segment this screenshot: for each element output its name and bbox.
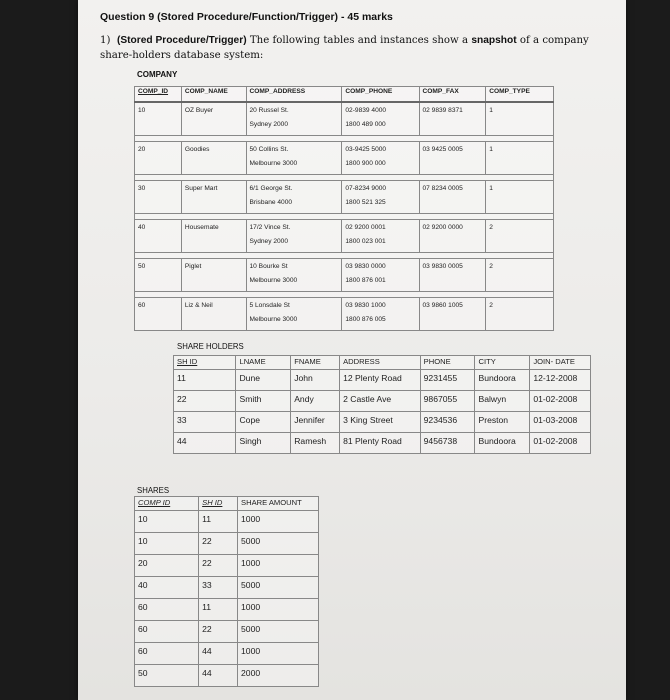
phone-line-1: 03 9830 1000 bbox=[345, 302, 386, 309]
table-row bbox=[135, 220, 554, 253]
cell-city: Bundoora bbox=[475, 370, 530, 391]
cell-phone: 9234536 bbox=[420, 412, 475, 433]
cell-comp-name: Housemate bbox=[181, 220, 246, 253]
cell-share-amount: 1000 bbox=[238, 643, 319, 665]
cell-comp-id: 30 bbox=[135, 181, 182, 214]
address-line-2: Melbourne 3000 bbox=[249, 277, 298, 284]
cell-comp-type: 2 bbox=[486, 220, 554, 253]
holders-header-row bbox=[174, 356, 591, 370]
shares-table bbox=[134, 496, 319, 687]
address-line-1: 6/1 George St. bbox=[249, 185, 293, 192]
phone-line-1: 07-8234 9000 bbox=[345, 185, 387, 192]
cell-city: Balwyn bbox=[475, 391, 530, 412]
cell-fname: John bbox=[291, 370, 340, 391]
phone-line-2: 1800 876 005 bbox=[345, 316, 386, 323]
address-line-2: Melbourne 3000 bbox=[249, 160, 298, 167]
cell-comp-id: 50 bbox=[135, 259, 182, 292]
cell-address: 2 Castle Ave bbox=[340, 391, 421, 412]
address-line-2: Brisbane 4000 bbox=[249, 199, 293, 206]
table-row bbox=[174, 433, 591, 454]
cell-comp-id: 40 bbox=[135, 577, 199, 599]
cell-comp-id: 20 bbox=[135, 142, 182, 175]
cell-phone: 9456738 bbox=[420, 433, 475, 454]
cell-sh-id: 11 bbox=[199, 599, 238, 621]
cell-lname: Dune bbox=[236, 370, 291, 391]
company-table bbox=[134, 86, 554, 331]
cell-share-amount: 1000 bbox=[238, 599, 319, 621]
col-lname: LNAME bbox=[236, 356, 291, 370]
cell-comp-address bbox=[246, 259, 342, 292]
col-comp-fax: COMP_FAX bbox=[419, 87, 486, 103]
cell-sh-id: 44 bbox=[199, 643, 238, 665]
table-row bbox=[135, 181, 554, 214]
table-row bbox=[135, 533, 319, 555]
cell-comp-phone bbox=[342, 102, 419, 136]
address-line-1: 50 Collins St. bbox=[249, 146, 289, 153]
company-header-row bbox=[135, 87, 554, 103]
part-label: (Stored Procedure/Trigger) bbox=[116, 35, 247, 46]
cell-comp-type: 2 bbox=[486, 259, 554, 292]
cell-join-date: 12-12-2008 bbox=[530, 370, 591, 391]
cell-comp-id: 50 bbox=[135, 665, 199, 687]
table-row bbox=[135, 298, 554, 331]
cell-share-amount: 5000 bbox=[238, 533, 319, 555]
cell-comp-id: 60 bbox=[135, 298, 182, 331]
part-text-2: of a company share-holders database system: bbox=[100, 35, 589, 61]
phone-line-2: 1800 876 001 bbox=[345, 277, 386, 284]
cell-comp-type: 1 bbox=[486, 181, 554, 214]
cell-share-amount: 2000 bbox=[238, 665, 319, 687]
cell-sh-id: 44 bbox=[174, 433, 236, 454]
cell-comp-type: 1 bbox=[486, 142, 554, 175]
cell-fname: Jennifer bbox=[291, 412, 340, 433]
cell-phone: 9867055 bbox=[420, 391, 475, 412]
cell-join-date: 01-02-2008 bbox=[530, 433, 591, 454]
cell-lname: Cope bbox=[236, 412, 291, 433]
table-row bbox=[135, 142, 554, 175]
address-line-1: 17/2 Vince St. bbox=[249, 224, 291, 231]
col-comp-address: COMP_ADDRESS bbox=[246, 87, 342, 103]
part-bold: snapshot bbox=[471, 35, 517, 46]
cell-city: Bundoora bbox=[475, 433, 530, 454]
col-comp-id: COMP_ID bbox=[135, 87, 182, 103]
shares-header-row bbox=[135, 497, 319, 511]
cell-comp-fax: 03 9830 0005 bbox=[419, 259, 486, 292]
cell-fname: Andy bbox=[291, 391, 340, 412]
col-join-date: JOIN- DATE bbox=[530, 356, 591, 370]
cell-comp-id: 60 bbox=[135, 643, 199, 665]
shares-caption: SHARES bbox=[137, 486, 170, 495]
cell-comp-fax: 07 8234 0005 bbox=[419, 181, 486, 214]
cell-comp-id: 10 bbox=[135, 511, 199, 533]
phone-line-2: 1800 489 000 bbox=[345, 121, 386, 128]
phone-line-1: 02 9200 0001 bbox=[345, 224, 386, 231]
cell-address: 3 King Street bbox=[340, 412, 421, 433]
cell-comp-id: 10 bbox=[135, 102, 182, 136]
cell-share-amount: 5000 bbox=[238, 577, 319, 599]
cell-comp-fax: 03 9860 1005 bbox=[419, 298, 486, 331]
table-row bbox=[135, 643, 319, 665]
address-line-1: 5 Lonsdale St bbox=[249, 302, 290, 309]
cell-share-amount: 5000 bbox=[238, 621, 319, 643]
col-comp-id: COMP ID bbox=[135, 497, 199, 511]
address-line-1: 20 Russel St. bbox=[249, 107, 289, 114]
cell-join-date: 01-02-2008 bbox=[530, 391, 591, 412]
cell-sh-id: 22 bbox=[174, 391, 236, 412]
cell-comp-address bbox=[246, 181, 342, 214]
table-row bbox=[135, 599, 319, 621]
cell-comp-phone bbox=[342, 142, 419, 175]
phone-line-2: 1800 521 325 bbox=[345, 199, 386, 206]
cell-comp-address bbox=[246, 298, 342, 331]
company-caption: COMPANY bbox=[137, 70, 178, 79]
address-line-1: 10 Bourke St bbox=[249, 263, 288, 270]
cell-comp-phone bbox=[342, 220, 419, 253]
table-row bbox=[174, 391, 591, 412]
cell-join-date: 01-03-2008 bbox=[530, 412, 591, 433]
col-comp-name: COMP_NAME bbox=[181, 87, 246, 103]
col-sh-id: SH ID bbox=[174, 356, 236, 370]
cell-comp-id: 60 bbox=[135, 599, 199, 621]
col-share-amount: SHARE AMOUNT bbox=[238, 497, 319, 511]
address-line-2: Sydney 2000 bbox=[249, 238, 288, 245]
table-row bbox=[135, 102, 554, 136]
table-row bbox=[135, 259, 554, 292]
cell-comp-id: 60 bbox=[135, 621, 199, 643]
table-row bbox=[174, 412, 591, 433]
share-holders-caption: SHARE HOLDERS bbox=[177, 342, 244, 351]
table-row bbox=[135, 555, 319, 577]
cell-comp-id: 20 bbox=[135, 555, 199, 577]
cell-share-amount: 1000 bbox=[238, 555, 319, 577]
cell-comp-id: 40 bbox=[135, 220, 182, 253]
phone-line-2: 1800 900 000 bbox=[345, 160, 386, 167]
cell-sh-id: 33 bbox=[174, 412, 236, 433]
document-page bbox=[78, 0, 626, 700]
cell-comp-address bbox=[246, 220, 342, 253]
table-row bbox=[135, 511, 319, 533]
cell-fname: Ramesh bbox=[291, 433, 340, 454]
cell-comp-phone bbox=[342, 259, 419, 292]
col-phone: PHONE bbox=[420, 356, 475, 370]
phone-line-1: 02-9839 4000 bbox=[345, 107, 387, 114]
address-line-2: Sydney 2000 bbox=[249, 121, 288, 128]
cell-sh-id: 44 bbox=[199, 665, 238, 687]
cell-address: 81 Plenty Road bbox=[340, 433, 421, 454]
cell-sh-id: 11 bbox=[199, 511, 238, 533]
cell-lname: Singh bbox=[236, 433, 291, 454]
table-row bbox=[135, 665, 319, 687]
cell-comp-phone bbox=[342, 298, 419, 331]
cell-comp-name: Goodies bbox=[181, 142, 246, 175]
table-row bbox=[135, 577, 319, 599]
cell-comp-id: 10 bbox=[135, 533, 199, 555]
cell-comp-address bbox=[246, 142, 342, 175]
cell-comp-name: Liz & Neil bbox=[181, 298, 246, 331]
cell-phone: 9231455 bbox=[420, 370, 475, 391]
col-comp-type: COMP_TYPE bbox=[486, 87, 554, 103]
cell-lname: Smith bbox=[236, 391, 291, 412]
cell-comp-type: 2 bbox=[486, 298, 554, 331]
col-address: ADDRESS bbox=[340, 356, 421, 370]
question-title: Question 9 (Stored Procedure/Function/Trigger) - 45 marks bbox=[100, 11, 393, 23]
phone-line-2: 1800 023 001 bbox=[345, 238, 386, 245]
part-text: The following tables and instances show a bbox=[249, 35, 469, 46]
cell-comp-fax: 02 9839 8371 bbox=[419, 102, 486, 136]
cell-comp-fax: 03 9425 0005 bbox=[419, 142, 486, 175]
phone-line-1: 03-9425 5000 bbox=[345, 146, 387, 153]
table-row bbox=[174, 370, 591, 391]
address-line-2: Melbourne 3000 bbox=[249, 316, 298, 323]
col-sh-id: SH ID bbox=[199, 497, 238, 511]
cell-sh-id: 33 bbox=[199, 577, 238, 599]
cell-comp-address bbox=[246, 102, 342, 136]
cell-address: 12 Plenty Road bbox=[340, 370, 421, 391]
col-comp-phone: COMP_PHONE bbox=[342, 87, 419, 103]
cell-city: Preston bbox=[475, 412, 530, 433]
cell-comp-name: Super Mart bbox=[181, 181, 246, 214]
cell-comp-name: Piglet bbox=[181, 259, 246, 292]
cell-share-amount: 1000 bbox=[238, 511, 319, 533]
question-intro bbox=[100, 33, 620, 63]
col-fname: FNAME bbox=[291, 356, 340, 370]
col-city: CITY bbox=[475, 356, 530, 370]
cell-comp-fax: 02 9200 0000 bbox=[419, 220, 486, 253]
phone-line-1: 03 9830 0000 bbox=[345, 263, 386, 270]
cell-comp-type: 1 bbox=[486, 102, 554, 136]
cell-sh-id: 11 bbox=[174, 370, 236, 391]
cell-sh-id: 22 bbox=[199, 621, 238, 643]
cell-comp-phone bbox=[342, 181, 419, 214]
part-number: 1) bbox=[100, 35, 111, 46]
table-row bbox=[135, 621, 319, 643]
share-holders-table bbox=[173, 355, 591, 454]
cell-sh-id: 22 bbox=[199, 533, 238, 555]
cell-comp-name: OZ Buyer bbox=[181, 102, 246, 136]
cell-sh-id: 22 bbox=[199, 555, 238, 577]
